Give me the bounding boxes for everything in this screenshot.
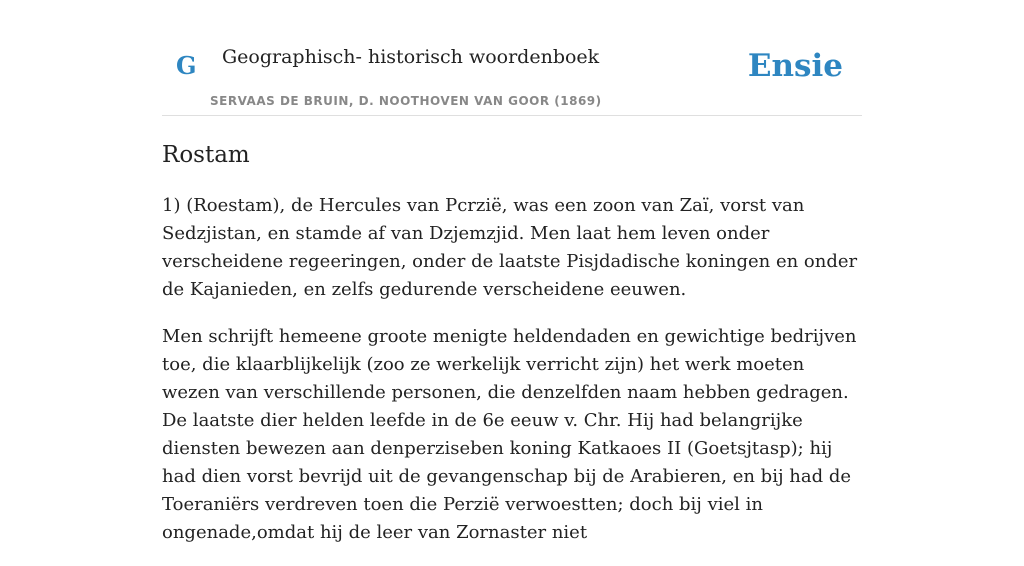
book-author: SERVAAS DE BRUIN, D. NOOTHOVEN VAN GOOR (1869) — [210, 94, 602, 108]
entry-paragraph: 1) (Roestam), de Hercules van Pcrzië, was een zoon van Zaï, vorst van Sedzjistan, en stamde af van Dzjemzjid. Men laat hem leven onder verscheidene regeeringen, onder de laatste Pisjdadische koningen en onder de Kajanieden, en zelfs gedurende verscheidene eeuwen. — [162, 195, 858, 300]
content-container — [162, 0, 862, 566]
book-header — [162, 0, 862, 116]
ensie-brand-logo[interactable]: Ensie — [747, 48, 843, 84]
book-logo-link[interactable]: G — [176, 51, 197, 80]
book-title[interactable]: Geographisch- historisch woordenboek — [222, 46, 600, 68]
entry-title: Rostam — [162, 142, 250, 168]
entry-body — [162, 192, 862, 547]
entry-paragraph: Men schrijft hemeene groote menigte heldendaden en gewichtige bedrijven toe, die klaarblijkelijk (zoo ze werkelijk verricht zijn) het werk moeten wezen van verschillende personen, die denzelfden naam hebben gedragen. De laatste dier helden leefde in de 6e eeuw v. Chr. Hij had belangrijke diensten bewezen aan denperziseben koning Katkaoes II (Goetsjtasp); hij had dien vorst bevrijd uit de gevangenschap bij de Arabieren, en bij had de Toeraniërs verdreven toen die Perzië verwoestten; doch bij viel in ongenade,omdat hij de leer van Zornaster niet — [162, 326, 857, 543]
